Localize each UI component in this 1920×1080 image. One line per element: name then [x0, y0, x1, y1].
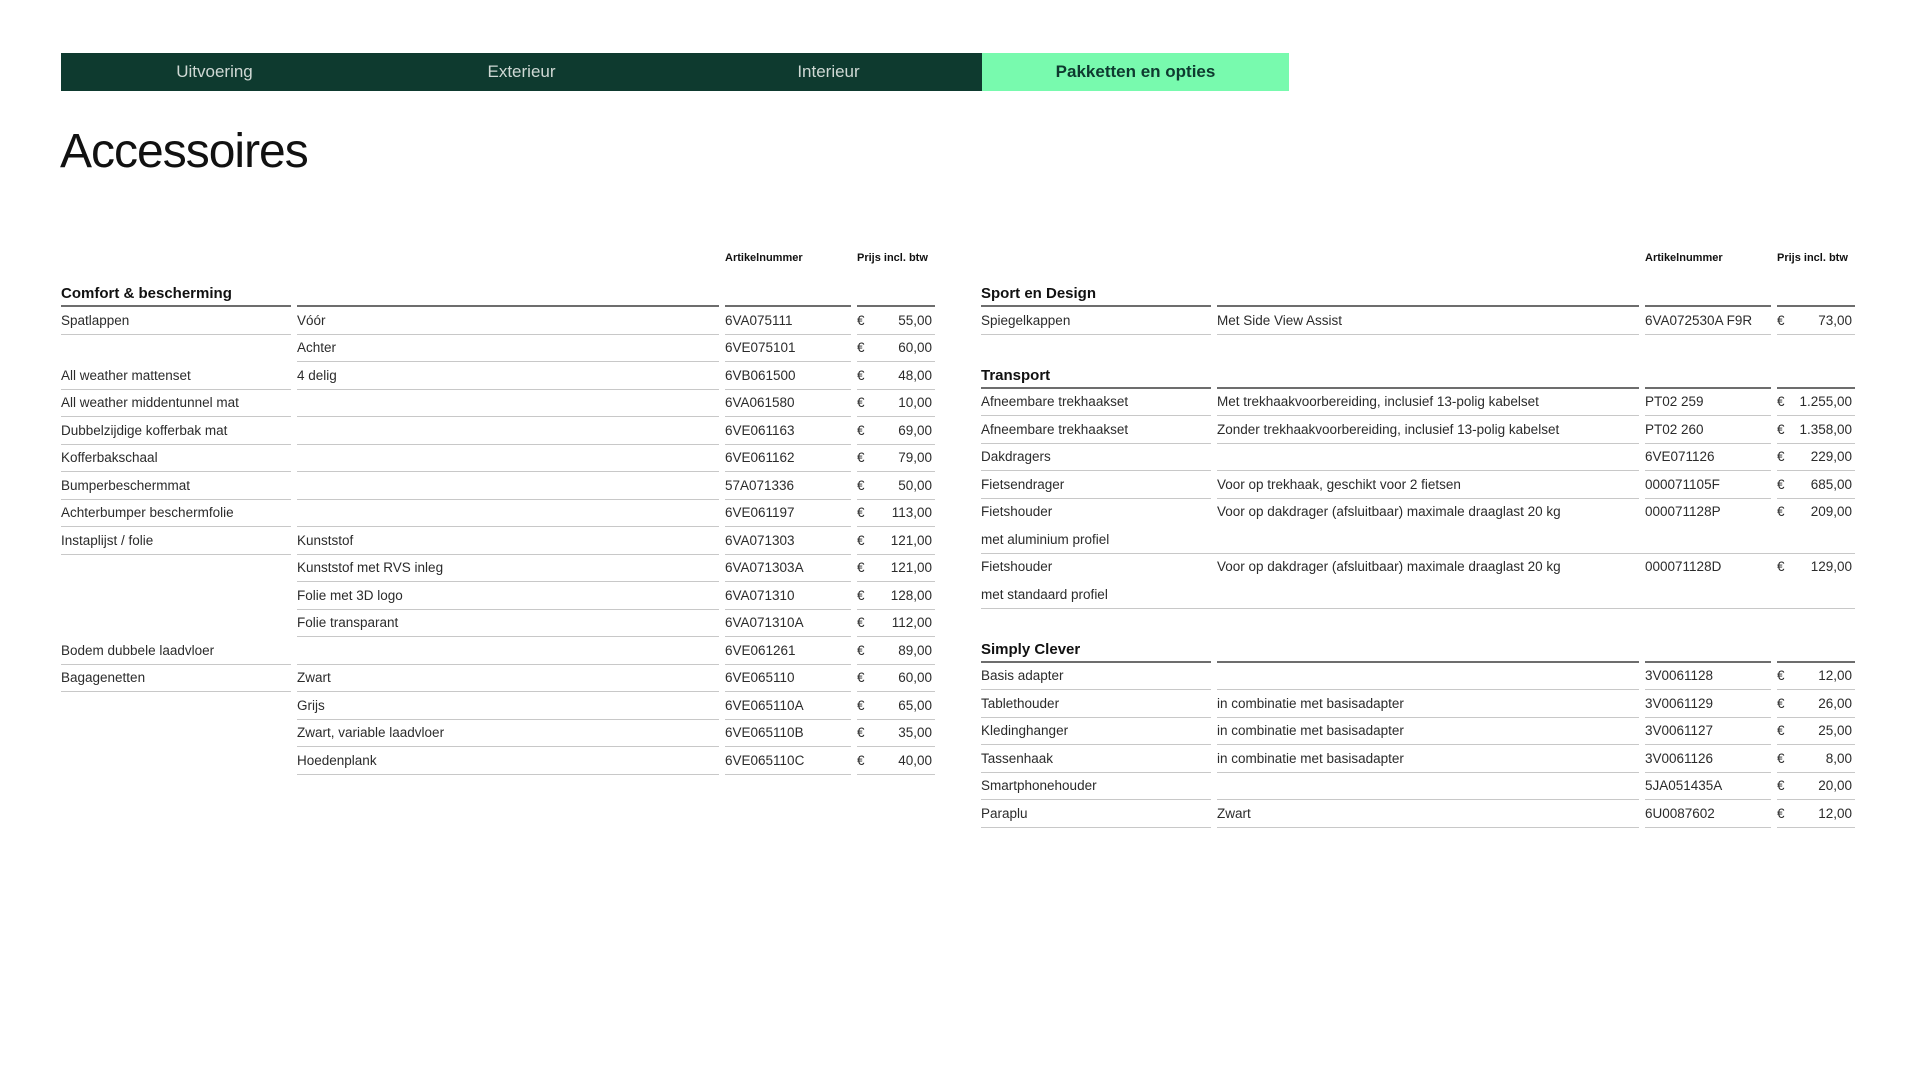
item-article-number: 3V0061129 — [1645, 690, 1771, 718]
column-headers — [981, 252, 1855, 280]
section-header — [61, 280, 935, 307]
item-name — [61, 747, 291, 775]
item-name-continuation: met standaard profiel — [981, 581, 1855, 609]
currency-symbol: € — [857, 505, 865, 521]
price-value: 20,00 — [1818, 778, 1852, 794]
item-article-number: 6VE061197 — [725, 500, 851, 528]
item-price — [1777, 773, 1855, 801]
item-article-number: 6VE075101 — [725, 335, 851, 363]
table-row — [981, 554, 1855, 582]
table-row — [61, 362, 935, 390]
item-price — [1777, 444, 1855, 472]
item-price — [1777, 718, 1855, 746]
section-rule — [1777, 280, 1855, 307]
item-article-number: 6VA071310A — [725, 610, 851, 638]
table-row — [981, 389, 1855, 417]
item-article-number: 6VA061580 — [725, 390, 851, 418]
table-row — [981, 663, 1855, 691]
item-variant: Kunststof — [297, 527, 719, 555]
item-name: Kledinghanger — [981, 718, 1211, 746]
accessories-table-left — [61, 252, 935, 775]
price-value: 12,00 — [1818, 805, 1852, 821]
table-row — [981, 307, 1855, 335]
item-price — [857, 335, 935, 363]
item-variant — [297, 417, 719, 445]
price-value: 65,00 — [898, 697, 932, 713]
table-row — [61, 417, 935, 445]
item-article-number: 6VA075111 — [725, 307, 851, 335]
tab-pakketten-en-opties[interactable]: Pakketten en opties — [982, 53, 1289, 91]
tab-exterieur[interactable]: Exterieur — [368, 53, 675, 91]
item-article-number: 6VE065110 — [725, 665, 851, 693]
item-price — [857, 527, 935, 555]
section-rule — [1645, 280, 1771, 307]
table-row — [61, 692, 935, 720]
column-headers — [61, 252, 935, 280]
table-row — [981, 773, 1855, 801]
item-price — [857, 472, 935, 500]
item-name: Bagagenetten — [61, 665, 291, 693]
price-value: 12,00 — [1818, 668, 1852, 684]
item-variant — [297, 445, 719, 473]
item-article-number: 6VA071303A — [725, 555, 851, 583]
section-rule — [1217, 280, 1639, 307]
currency-symbol: € — [857, 450, 865, 466]
item-article-number: 3V0061128 — [1645, 663, 1771, 691]
currency-symbol: € — [857, 560, 865, 576]
price-value: 113,00 — [891, 505, 932, 521]
currency-symbol: € — [857, 422, 865, 438]
price-value: 129,00 — [1810, 559, 1852, 575]
item-article-number: 6VE061261 — [725, 637, 851, 665]
item-variant — [1217, 773, 1639, 801]
item-name — [61, 610, 291, 638]
item-article-number: 6VE061163 — [725, 417, 851, 445]
table-row — [61, 582, 935, 610]
item-article-number: 6VE065110B — [725, 720, 851, 748]
item-price — [1777, 745, 1855, 773]
currency-symbol: € — [857, 670, 865, 686]
item-price — [1777, 471, 1855, 499]
item-variant: Kunststof met RVS inleg — [297, 555, 719, 583]
item-price — [857, 362, 935, 390]
currency-symbol: € — [857, 642, 865, 658]
item-name: All weather middentunnel mat — [61, 390, 291, 418]
table-row — [981, 444, 1855, 472]
item-article-number: 6VE071126 — [1645, 444, 1771, 472]
item-price — [1777, 663, 1855, 691]
section-tabs — [61, 53, 1289, 91]
item-name: Spiegelkappen — [981, 307, 1211, 335]
price-value: 73,00 — [1818, 312, 1852, 328]
section-rule — [1645, 362, 1771, 389]
section-title: Comfort & bescherming — [61, 280, 291, 307]
price-value: 128,00 — [890, 587, 932, 603]
item-price — [1777, 389, 1855, 417]
currency-symbol: € — [1777, 394, 1785, 410]
price-value: 69,00 — [898, 422, 932, 438]
tab-interieur[interactable]: Interieur — [675, 53, 982, 91]
section-rule — [297, 280, 719, 307]
table-row — [61, 720, 935, 748]
item-article-number: 6VA072530A F9R — [1645, 307, 1771, 335]
table-row — [61, 527, 935, 555]
currency-symbol: € — [1777, 750, 1785, 766]
item-name: Achterbumper beschermfolie — [61, 500, 291, 528]
item-article-number: 000071128D — [1645, 559, 1722, 575]
currency-symbol: € — [857, 312, 865, 328]
price-value: 229,00 — [1810, 449, 1852, 465]
currency-symbol: € — [1777, 695, 1785, 711]
price-value: 89,00 — [898, 642, 932, 658]
item-name: Afneembare trekhaakset — [981, 389, 1211, 417]
currency-symbol: € — [857, 587, 865, 603]
item-variant: Zonder trekhaakvoorbereiding, inclusief 13-polig kabelset — [1217, 416, 1639, 444]
table-row — [61, 307, 935, 335]
currency-symbol: € — [1777, 668, 1785, 684]
item-price — [857, 390, 935, 418]
item-price — [857, 417, 935, 445]
item-name: Basis adapter — [981, 663, 1211, 691]
item-name: Fietsendrager — [981, 471, 1211, 499]
item-price — [857, 555, 935, 583]
item-variant: Met trekhaakvoorbereiding, inclusief 13-polig kabelset — [1217, 389, 1639, 417]
price-value: 40,00 — [898, 752, 932, 768]
item-name: Kofferbakschaal — [61, 445, 291, 473]
section-rule — [1217, 636, 1639, 663]
item-name: Dubbelzijdige kofferbak mat — [61, 417, 291, 445]
item-variant: Grijs — [297, 692, 719, 720]
table-row — [61, 555, 935, 583]
item-article-number: 6VE065110C — [725, 747, 851, 775]
price-value: 48,00 — [898, 367, 932, 383]
item-price — [857, 582, 935, 610]
item-price — [1777, 499, 1855, 527]
item-name: Dakdragers — [981, 444, 1211, 472]
currency-symbol: € — [857, 367, 865, 383]
item-name: Spatlappen — [61, 307, 291, 335]
currency-symbol: € — [857, 395, 865, 411]
table-row — [61, 610, 935, 638]
table-row — [981, 416, 1855, 444]
price-value: 25,00 — [1818, 723, 1852, 739]
table-row — [61, 500, 935, 528]
item-variant: Voor op dakdrager (afsluitbaar) maximale draaglast 20 kg — [1217, 559, 1561, 575]
item-variant: 4 delig — [297, 362, 719, 390]
currency-symbol: € — [1777, 559, 1785, 575]
item-name: Bumperbeschermmat — [61, 472, 291, 500]
table-row — [61, 445, 935, 473]
item-name: Bodem dubbele laadvloer — [61, 637, 291, 665]
currency-symbol: € — [1777, 449, 1785, 465]
item-price — [857, 665, 935, 693]
item-article-number: PT02 260 — [1645, 416, 1771, 444]
item-article-number: 5JA051435A — [1645, 773, 1771, 801]
currency-symbol: € — [1777, 805, 1785, 821]
item-name — [61, 720, 291, 748]
accessories-table-right — [981, 252, 1855, 828]
item-price — [857, 307, 935, 335]
table-row — [981, 471, 1855, 499]
header-price: Prijs incl. btw — [857, 252, 928, 264]
item-price — [1777, 690, 1855, 718]
item-price — [857, 637, 935, 665]
price-value: 1.358,00 — [1799, 421, 1852, 437]
section-header — [981, 362, 1855, 389]
table-row — [981, 499, 1855, 527]
item-variant — [297, 637, 719, 665]
section-rule — [1777, 362, 1855, 389]
section-header — [981, 636, 1855, 663]
table-row — [61, 472, 935, 500]
price-value: 209,00 — [1810, 504, 1852, 520]
item-price — [857, 720, 935, 748]
section-title: Transport — [981, 362, 1211, 389]
item-price — [857, 445, 935, 473]
header-article-number: Artikelnummer — [1645, 252, 1723, 264]
item-article-number: 57A071336 — [725, 472, 851, 500]
item-price — [857, 747, 935, 775]
price-value: 121,00 — [890, 560, 932, 576]
table-row-continuation — [981, 526, 1855, 554]
item-variant: Zwart — [297, 665, 719, 693]
item-name: Fietshouder — [981, 559, 1053, 575]
item-variant: Folie met 3D logo — [297, 582, 719, 610]
item-variant: Zwart, variable laadvloer — [297, 720, 719, 748]
price-value: 26,00 — [1818, 695, 1852, 711]
item-price — [1777, 416, 1855, 444]
price-value: 55,00 — [898, 312, 932, 328]
item-article-number: 3V0061127 — [1645, 718, 1771, 746]
table-row-continuation — [981, 581, 1855, 609]
item-name: Instaplijst / folie — [61, 527, 291, 555]
item-price — [857, 500, 935, 528]
tab-uitvoering[interactable]: Uitvoering — [61, 53, 368, 91]
table-row — [61, 637, 935, 665]
item-variant: Achter — [297, 335, 719, 363]
item-article-number: 3V0061126 — [1645, 745, 1771, 773]
item-variant: Met Side View Assist — [1217, 307, 1639, 335]
table-row — [981, 800, 1855, 828]
item-article-number: 000071105F — [1645, 471, 1771, 499]
item-article-number: 000071128P — [1645, 504, 1721, 520]
price-value: 60,00 — [898, 670, 932, 686]
item-variant: Zwart — [1217, 800, 1639, 828]
item-name: Fietshouder — [981, 504, 1053, 520]
section — [981, 280, 1855, 335]
item-article-number: 6VE061162 — [725, 445, 851, 473]
item-article-number: 6VB061500 — [725, 362, 851, 390]
item-price — [857, 692, 935, 720]
item-price — [857, 610, 935, 638]
section — [981, 362, 1855, 609]
item-name — [61, 335, 291, 363]
item-price — [1777, 307, 1855, 335]
currency-symbol: € — [1777, 312, 1785, 328]
section-rule — [857, 280, 935, 307]
table-row — [981, 690, 1855, 718]
price-value: 50,00 — [898, 477, 932, 493]
item-name: All weather mattenset — [61, 362, 291, 390]
item-article-number: 6U0087602 — [1645, 800, 1771, 828]
item-name — [61, 555, 291, 583]
table-row — [981, 718, 1855, 746]
price-value: 1.255,00 — [1799, 394, 1852, 410]
item-variant — [1217, 444, 1639, 472]
item-variant: Voor op dakdrager (afsluitbaar) maximale draaglast 20 kg — [1217, 504, 1561, 520]
item-name — [61, 692, 291, 720]
price-value: 35,00 — [898, 725, 932, 741]
item-name: Smartphonehouder — [981, 773, 1211, 801]
section-title: Simply Clever — [981, 636, 1211, 663]
item-variant — [297, 390, 719, 418]
currency-symbol: € — [857, 340, 865, 356]
section-rule — [1777, 636, 1855, 663]
table-row — [981, 745, 1855, 773]
currency-symbol: € — [1777, 421, 1785, 437]
section-header — [981, 280, 1855, 307]
item-price — [1777, 554, 1855, 582]
price-value: 8,00 — [1825, 750, 1852, 766]
item-name: Paraplu — [981, 800, 1211, 828]
page-title: Accessoires — [60, 125, 308, 178]
item-variant: in combinatie met basisadapter — [1217, 690, 1639, 718]
section — [981, 636, 1855, 828]
currency-symbol: € — [857, 477, 865, 493]
table-row — [61, 665, 935, 693]
table-row — [61, 390, 935, 418]
section-rule — [725, 280, 851, 307]
currency-symbol: € — [857, 752, 865, 768]
currency-symbol: € — [857, 725, 865, 741]
item-variant: Hoedenplank — [297, 747, 719, 775]
table-row — [61, 335, 935, 363]
price-value: 121,00 — [890, 532, 932, 548]
price-value: 685,00 — [1810, 476, 1852, 492]
item-name: Tassenhaak — [981, 745, 1211, 773]
section-rule — [1217, 362, 1639, 389]
currency-symbol: € — [857, 532, 865, 548]
item-article-number: 6VE065110A — [725, 692, 851, 720]
section-spacer — [981, 609, 1855, 636]
item-article-number: PT02 259 — [1645, 389, 1771, 417]
item-article-number: 6VA071310 — [725, 582, 851, 610]
item-name: Afneembare trekhaakset — [981, 416, 1211, 444]
item-variant: Folie transparant — [297, 610, 719, 638]
item-variant — [1217, 663, 1639, 691]
item-article-number: 6VA071303 — [725, 527, 851, 555]
item-variant: in combinatie met basisadapter — [1217, 745, 1639, 773]
item-variant: in combinatie met basisadapter — [1217, 718, 1639, 746]
section-title: Sport en Design — [981, 280, 1211, 307]
item-name — [61, 582, 291, 610]
currency-symbol: € — [857, 615, 865, 631]
header-article-number: Artikelnummer — [725, 252, 803, 264]
item-variant — [297, 472, 719, 500]
currency-symbol: € — [857, 697, 865, 713]
item-name: Tablethouder — [981, 690, 1211, 718]
currency-symbol: € — [1777, 723, 1785, 739]
price-value: 112,00 — [891, 615, 932, 631]
price-value: 79,00 — [898, 450, 932, 466]
table-row — [61, 747, 935, 775]
currency-symbol: € — [1777, 504, 1785, 520]
currency-symbol: € — [1777, 476, 1785, 492]
item-variant: Voor op trekhaak, geschikt voor 2 fietsen — [1217, 471, 1639, 499]
currency-symbol: € — [1777, 778, 1785, 794]
section-rule — [1645, 636, 1771, 663]
item-variant: Vóór — [297, 307, 719, 335]
item-price — [1777, 800, 1855, 828]
section — [61, 280, 935, 775]
header-price: Prijs incl. btw — [1777, 252, 1848, 264]
item-name-continuation: met aluminium profiel — [981, 526, 1855, 554]
price-value: 10,00 — [898, 395, 932, 411]
item-variant — [297, 500, 719, 528]
section-spacer — [981, 335, 1855, 362]
price-value: 60,00 — [898, 340, 932, 356]
